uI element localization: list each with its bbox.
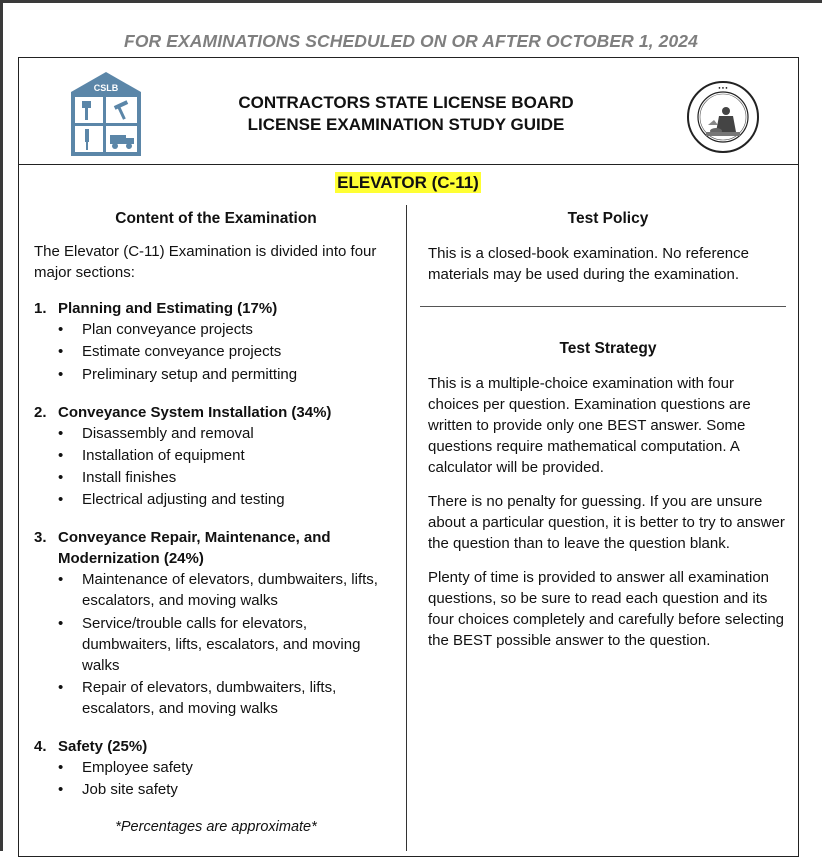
section-title-text: Planning and Estimating (17%) (58, 300, 278, 317)
section-number: 2. (34, 403, 47, 421)
section-number: 4. (34, 738, 47, 756)
policy-heading: Test Policy (567, 210, 649, 227)
window-top-border (0, 0, 822, 3)
logo-text: CSLB (93, 83, 119, 93)
strategy-heading: Test Strategy (559, 340, 657, 357)
exam-title-wrap (0, 173, 816, 193)
list-item: • Employee safety (34, 757, 398, 778)
list-item: • Installation of equipment (34, 445, 398, 466)
section-title-text: Conveyance Repair, Maintenance, and Modernization (24%) (58, 529, 331, 568)
section-2 (34, 402, 398, 511)
section-1 (34, 298, 398, 385)
board-title-line1: CONTRACTORS STATE LICENSE BOARD (238, 93, 574, 112)
policy-column (428, 208, 788, 651)
list-item: • Estimate conveyance projects (34, 341, 398, 362)
list-item: • Job site safety (34, 779, 398, 800)
list-item: • Disassembly and removal (34, 423, 398, 444)
section-title (34, 298, 398, 319)
strategy-paragraph: There is no penalty for guessing. If you are unsure about a particular question, it is better to try to answer the question than to leave the question blank. (428, 493, 785, 552)
section-number: 3. (34, 529, 47, 547)
section-3 (34, 527, 398, 719)
list-item: • Install finishes (34, 467, 398, 488)
section-items (34, 569, 398, 719)
percentages-note: *Percentages are approximate* (115, 819, 317, 836)
section-title-text: Safety (25%) (58, 738, 148, 756)
section-items (34, 757, 398, 800)
section-title-text: Conveyance System Installation (34%) (58, 403, 332, 421)
section-4 (34, 736, 398, 800)
section-title (34, 402, 398, 423)
exam-title: ELEVATOR (C-11) (337, 173, 479, 192)
schedule-note: FOR EXAMINATIONS SCHEDULED ON OR AFTER OCTOBER 1, 2024 (124, 31, 698, 51)
column-divider (406, 205, 407, 851)
section-items (34, 423, 398, 511)
content-column (34, 208, 398, 838)
svg-text:● ● ●: ● ● ● (718, 85, 728, 90)
section-number: 1. (34, 300, 47, 317)
strategy-paragraph: This is a multiple-choice examination with four choices per question. Examination questions are written to provide only one BEST answer. Some questions require mathematical computation. A calculator will be provided. (428, 375, 751, 476)
policy-text: This is a closed-book examination. No reference materials may be used during the examination. (428, 245, 749, 283)
strategy-paragraph: Plenty of time is provided to answer all examination questions, so be sure to read each question and its four choices completely and carefully before selecting the BEST possible answer to the question. (428, 569, 785, 649)
header-divider (18, 164, 799, 165)
list-item: • Maintenance of elevators, dumbwaiters, lifts, escalators, and moving walks (34, 569, 398, 611)
list-item: • Preliminary setup and permitting (34, 364, 398, 385)
california-seal-icon (686, 80, 760, 154)
content-intro: The Elevator (C-11) Examination is divided into four major sections: (34, 243, 377, 281)
content-heading: Content of the Examination (115, 210, 317, 227)
section-title (34, 527, 398, 569)
section-items (34, 319, 398, 385)
list-item: • Repair of elevators, dumbwaiters, lifts, escalators, and moving walks (34, 677, 398, 719)
list-item: • Service/trouble calls for elevators, dumbwaiters, lifts, escalators, and moving walks (34, 613, 398, 676)
section-title (34, 736, 398, 757)
list-item: • Electrical adjusting and testing (34, 489, 398, 510)
list-item: • Plan conveyance projects (34, 319, 398, 340)
board-title-line2: LICENSE EXAMINATION STUDY GUIDE (247, 115, 565, 134)
